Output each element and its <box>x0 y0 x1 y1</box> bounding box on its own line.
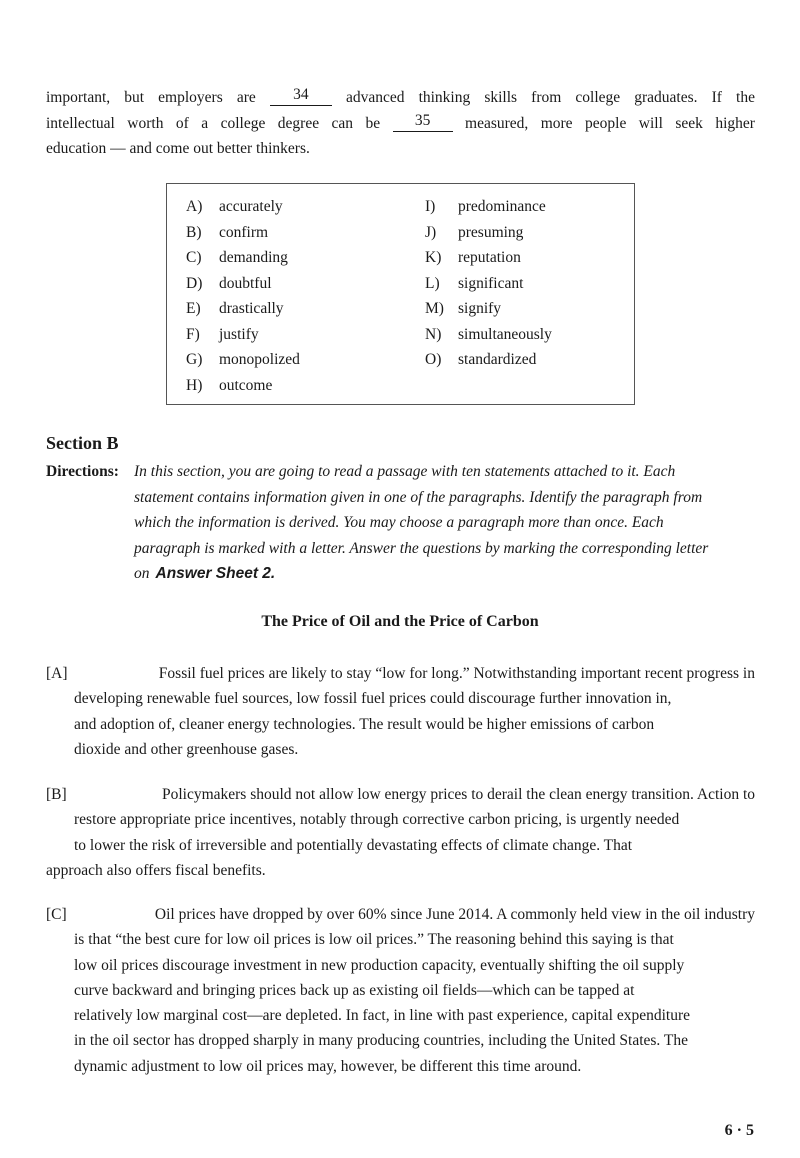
option-word: outcome <box>219 376 273 394</box>
word: higher <box>715 114 755 132</box>
word: from <box>531 89 562 106</box>
paragraph-label: [B] <box>46 786 67 803</box>
word-bank-item <box>425 296 552 322</box>
option-letter: F) <box>186 325 200 343</box>
option-word: monopolized <box>219 351 300 368</box>
option-letter: J) <box>425 223 437 241</box>
option-word: justify <box>219 325 259 343</box>
paragraph-label: [C] <box>46 906 67 923</box>
word-bank-box <box>166 183 635 405</box>
word: will <box>638 114 663 132</box>
option-word: demanding <box>219 249 288 266</box>
directions-label: Directions: <box>46 463 119 480</box>
word: worth <box>127 114 164 132</box>
word: people <box>585 114 627 132</box>
option-word: accurately <box>219 198 283 215</box>
option-word: presuming <box>458 223 524 241</box>
word-bank-item <box>186 322 300 348</box>
word: the <box>736 89 755 106</box>
option-letter: L) <box>425 274 440 292</box>
option-letter: O) <box>425 351 442 368</box>
answer-sheet-label: Answer Sheet 2. <box>155 565 276 582</box>
directions-prefix: on <box>134 565 150 582</box>
word-bank-item <box>425 245 552 271</box>
paragraph-line: approach also offers fiscal benefits. <box>46 861 266 879</box>
paragraph-line <box>46 661 755 686</box>
word: can <box>331 114 354 132</box>
passage-title: The Price of Oil and the Price of Carbon <box>261 613 539 630</box>
option-letter: B) <box>186 223 202 241</box>
word: If <box>711 89 722 106</box>
word-bank-left-column <box>186 194 300 398</box>
word-bank-item <box>425 194 552 220</box>
option-letter: M) <box>425 300 444 317</box>
paragraph-line <box>46 902 755 927</box>
option-letter: I) <box>425 198 436 215</box>
paragraph-line: and adoption of, cleaner energy technologies. The result would be higher emissions of carbon <box>74 715 655 733</box>
directions-line <box>134 561 755 587</box>
word: measured, <box>465 114 529 132</box>
paragraph-line: dioxide and other greenhouse gases. <box>74 740 299 758</box>
option-word: simultaneously <box>458 325 552 343</box>
paragraph-label: [A] <box>46 665 68 682</box>
directions-line: paragraph is marked with a letter. Answer the questions by marking the corresponding letter <box>134 539 709 557</box>
word: important, <box>46 89 111 106</box>
option-word: signify <box>458 300 502 317</box>
option-word: doubtful <box>219 274 272 292</box>
blank-34: 34 <box>270 85 332 106</box>
paragraph-line: developing renewable fuel sources, low fossil fuel prices could discourage further innovation in, <box>74 690 672 708</box>
directions-text <box>134 459 755 587</box>
option-letter: G) <box>186 351 203 368</box>
option-letter: N) <box>425 325 442 343</box>
directions-line: which the information is derived. You may choose a paragraph more than once. Each <box>134 514 664 531</box>
paragraph-line <box>46 782 755 807</box>
directions-line: In this section, you are going to read a passage with ten statements attached to it. Each <box>134 463 676 480</box>
word: be <box>365 114 381 132</box>
word-bank-item <box>186 220 300 246</box>
word-bank-item <box>425 347 552 373</box>
directions-line: statement contains information given in one of the paragraphs. Identify the paragraph from <box>134 488 703 506</box>
option-word: reputation <box>458 249 521 266</box>
word: a <box>201 114 209 132</box>
word: are <box>236 89 256 106</box>
word: graduates. <box>634 89 698 106</box>
word: but <box>124 89 145 106</box>
top-passage-line <box>46 85 755 111</box>
word-bank-item <box>425 271 552 297</box>
option-letter: H) <box>186 376 203 394</box>
top-passage-line <box>46 111 755 137</box>
paragraph-line: to lower the risk of irreversible and potentially devastating effects of climate change. That <box>74 836 633 854</box>
paragraph-b <box>46 782 755 883</box>
word: college <box>220 114 266 132</box>
paragraph-text: Oil prices have dropped by over 60% since June 2014. A commonly held view in the oil industry <box>154 906 755 923</box>
option-word: predominance <box>458 198 546 215</box>
paragraph-text: Policymakers should not allow low energy prices to derail the clean energy transition. Action to <box>161 786 755 803</box>
word: employers <box>158 89 223 106</box>
option-letter: A) <box>186 198 203 215</box>
paragraph-line: low oil prices discourage investment in new production capacity, eventually shifting the oil supply <box>74 956 685 974</box>
paragraph-a <box>46 661 755 762</box>
option-word: confirm <box>219 223 269 241</box>
word: more <box>540 114 573 132</box>
word-bank-item <box>186 271 300 297</box>
word: skills <box>484 89 518 106</box>
option-word: significant <box>458 274 524 292</box>
word: seek <box>675 114 703 132</box>
option-letter: K) <box>425 249 442 266</box>
top-passage <box>46 85 755 162</box>
word: thinking <box>418 89 471 106</box>
paragraph-line: in the oil sector has dropped sharply in many producing countries, including the United States. The <box>74 1032 688 1050</box>
word-bank-right-column <box>425 194 552 373</box>
paragraph-line: is that “the best cure for low oil prices is low oil prices.” The reasoning behind this saying is that <box>74 931 674 949</box>
option-letter: C) <box>186 249 202 266</box>
paragraph-text: Fossil fuel prices are likely to stay “low for long.” Notwithstanding important recent progress in <box>158 665 755 682</box>
option-word: drastically <box>219 300 284 317</box>
top-passage-line: education — and come out better thinkers. <box>46 140 310 157</box>
word: degree <box>277 114 320 132</box>
word: college <box>575 89 621 106</box>
paragraph-line: restore appropriate price incentives, notably through corrective carbon pricing, is urgently needed <box>74 811 680 829</box>
word-bank-item <box>186 373 300 399</box>
word-bank-item <box>186 194 300 220</box>
page-number: 6 · 5 <box>724 1122 754 1139</box>
paragraph-line: dynamic adjustment to low oil prices may, however, be different this time around. <box>74 1057 582 1075</box>
paragraph-line: curve backward and bringing prices back up as existing oil fields—which can be tapped at <box>74 981 635 999</box>
word-bank-item <box>425 220 552 246</box>
word: intellectual <box>46 114 115 132</box>
section-title: Section B <box>46 433 119 453</box>
paragraph-line: relatively low marginal cost—are depleted. In fact, in line with past experience, capital expenditure <box>74 1007 691 1025</box>
paragraph-c <box>46 902 755 1079</box>
word-bank-item <box>186 347 300 373</box>
word-bank-item <box>186 296 300 322</box>
option-word: standardized <box>458 351 537 368</box>
blank-35: 35 <box>393 111 453 132</box>
word: advanced <box>345 89 405 106</box>
option-letter: E) <box>186 300 201 317</box>
word: of <box>175 114 189 132</box>
option-letter: D) <box>186 274 203 292</box>
word-bank-item <box>186 245 300 271</box>
word-bank-item <box>425 322 552 348</box>
